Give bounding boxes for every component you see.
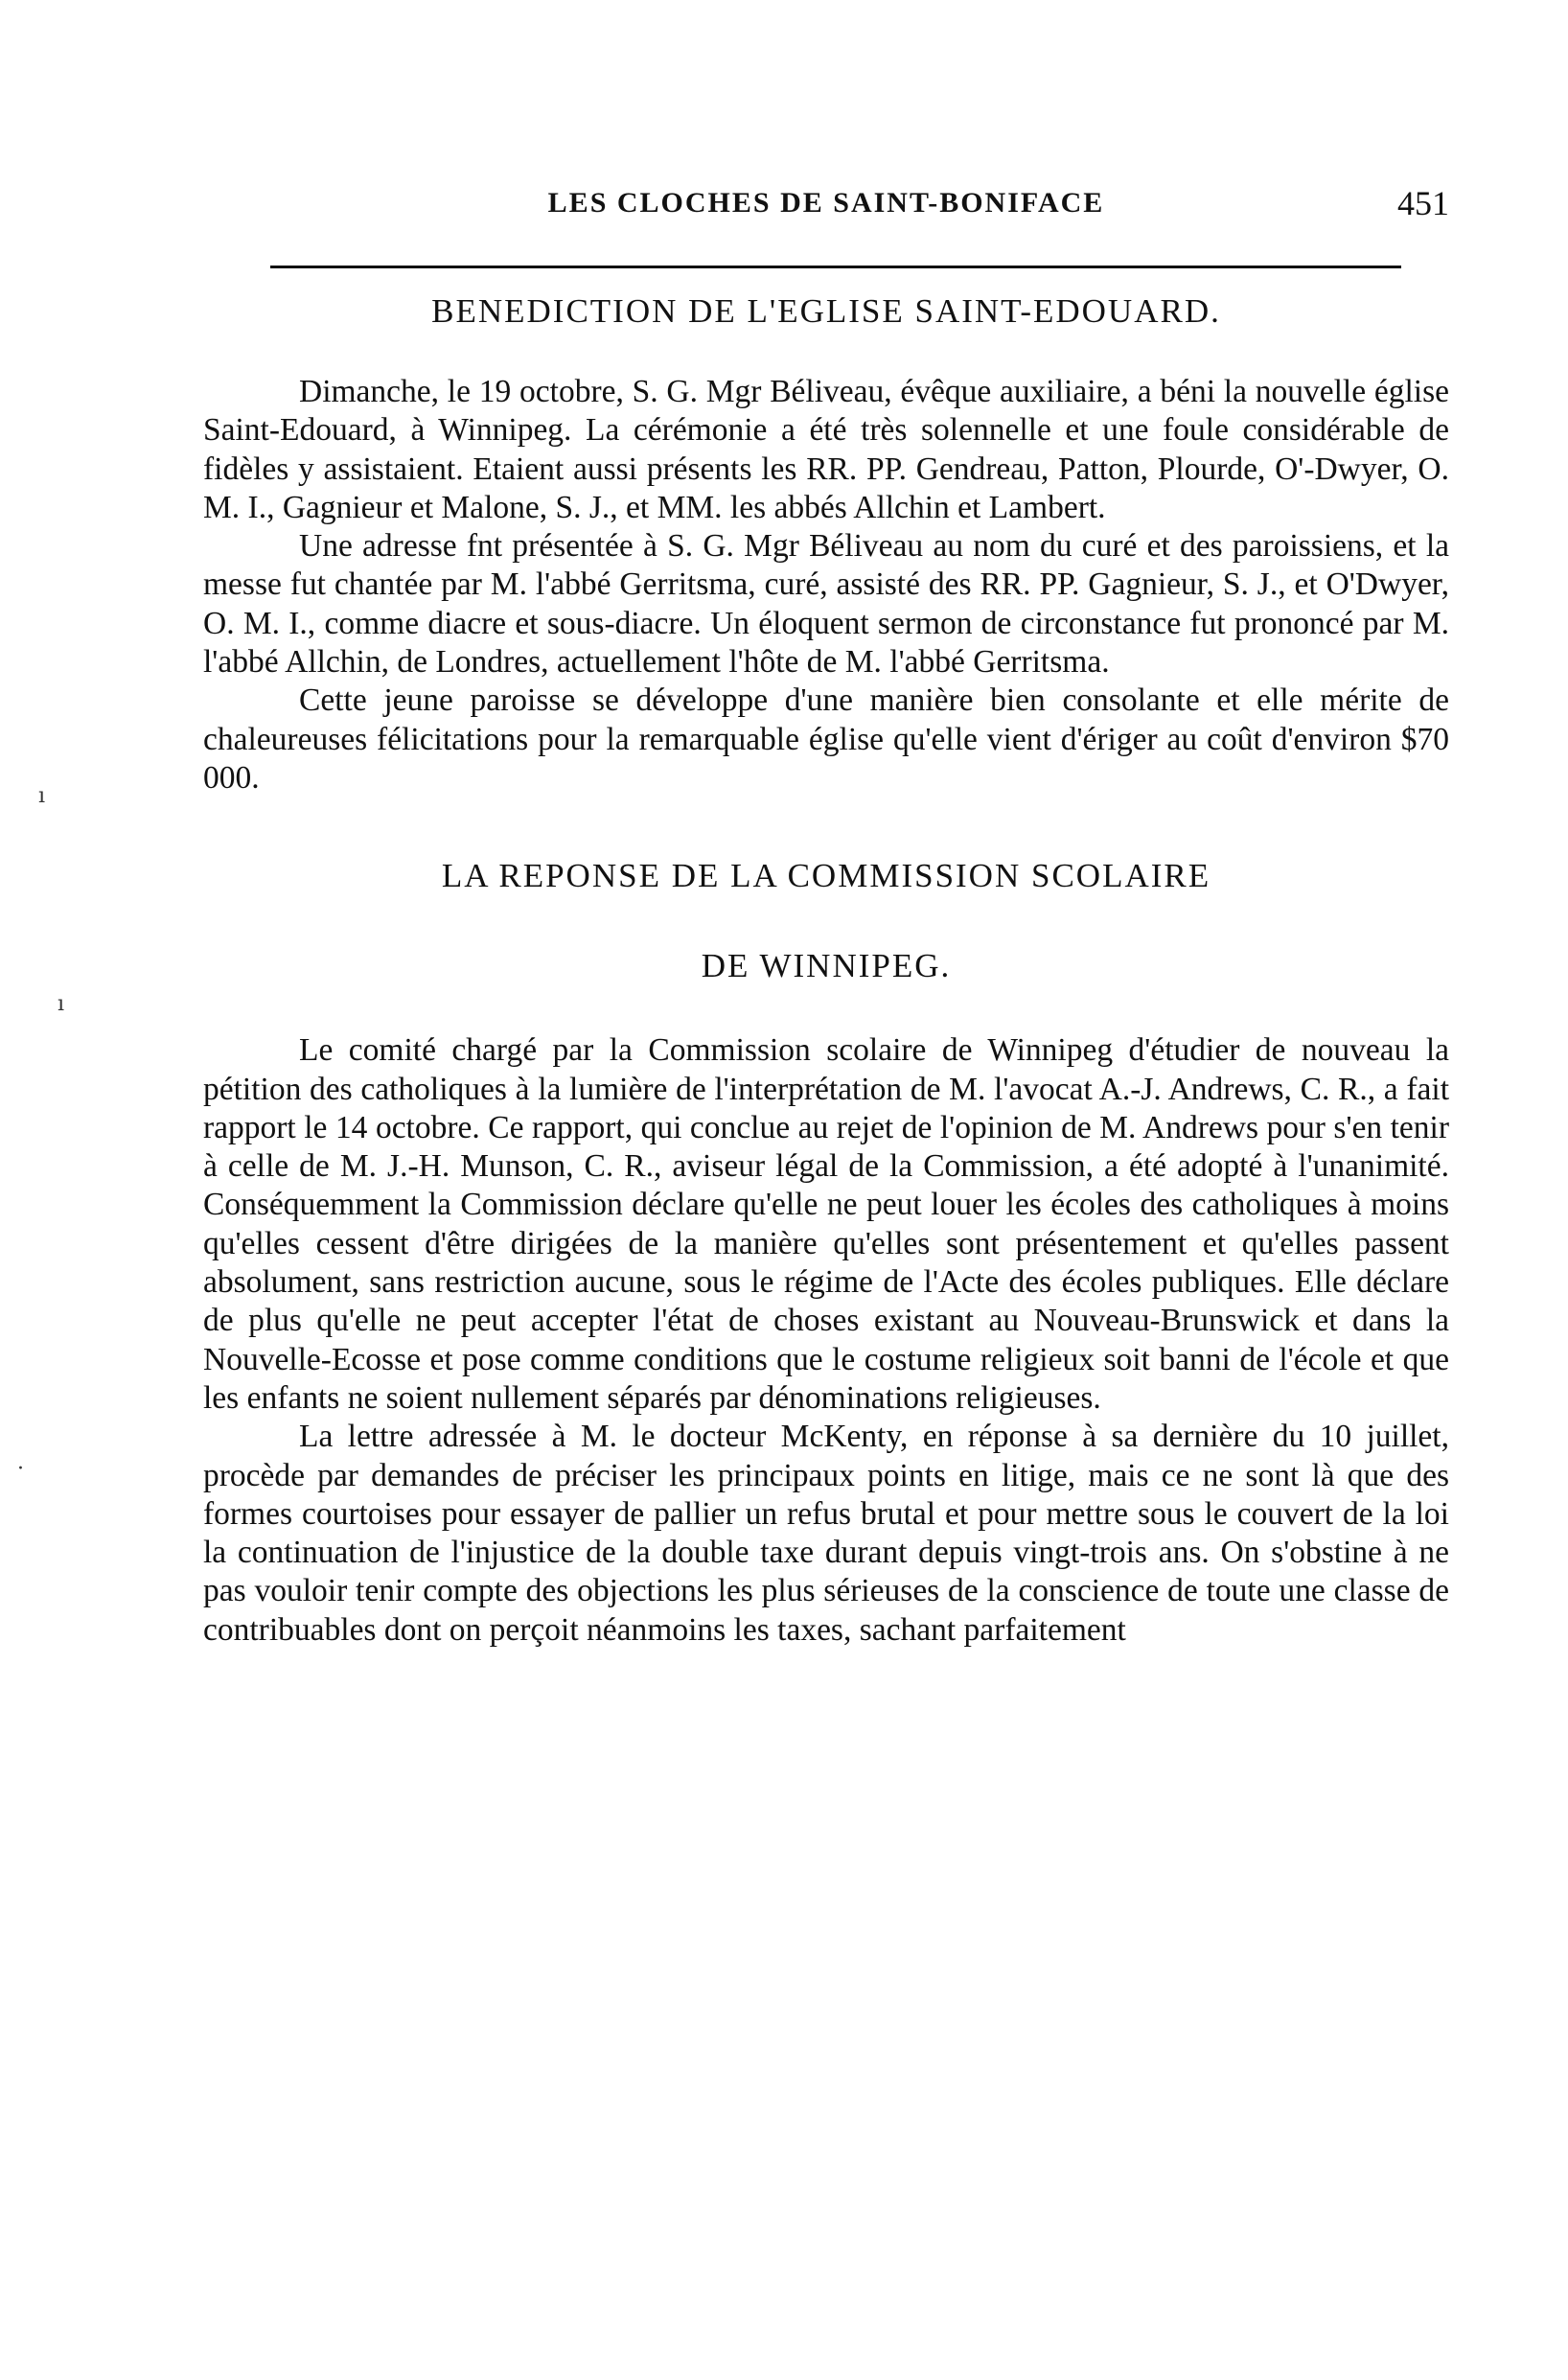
section-body-benediction xyxy=(203,373,1449,797)
running-title: LES CLOCHES DE SAINT-BONIFACE xyxy=(547,187,1105,219)
paragraph: La lettre adressée à M. le docteur McKenty, en réponse à sa dernière du 10 juillet, procède par demandes de préciser les principaux points en litige, mais ce ne sont là que des formes courtoises pour essayer de pallier un refus brutal et pour mettre sous le couvert de la loi la continuation de l'injustice de la double taxe durant depuis vingt-trois ans. On s'obstine à ne pas vouloir tenir compte des objections les plus sérieuses de la conscience de toute une classe de contribuables dont on perçoit néanmoins les taxes, sachant parfaitement xyxy=(203,1419,1449,1648)
section-heading-commission: LA REPONSE DE LA COMMISSION SCOLAIRE xyxy=(441,857,1211,895)
paragraph: Dimanche, le 19 octobre, S. G. Mgr Béliveau, évêque auxiliaire, a béni la nouvelle église Saint-Edouard, à Winnipeg. La cérémonie a été très solennelle et une foule considérable de fidèles y assistaient. Etaient aussi présents les RR. PP. Gendreau, Patton, Plourde, O'-Dwyer, O. M. I., Gagnieur et Malone, S. J., et MM. les abbés Allchin et Lambert. xyxy=(203,374,1449,525)
section-heading-benediction: BENEDICTION DE L'EGLISE SAINT-EDOUARD. xyxy=(431,292,1221,330)
paragraph: Une adresse fnt présentée à S. G. Mgr Béliveau au nom du curé et des paroissiens, et la messe fut chantée par M. l'abbé Gerritsma, curé, assisté des RR. PP. Gagnieur, S. J., et O'Dwyer, O. M. I., comme diacre et sous-diacre. Un éloquent sermon de circonstance fut prononcé par M. l'abbé Allchin, de Londres, actuellement l'hôte de M. l'abbé Gerritsma. xyxy=(203,528,1449,681)
paragraph: Cette jeune paroisse se développe d'une manière bien consolante et elle mérite de chaleureuses félicitations pour la remarquable église qu'elle vient d'ériger au coût d'environ $70 000. xyxy=(203,682,1449,796)
header-rule xyxy=(270,266,1401,268)
section-body-commission xyxy=(203,1031,1449,1650)
margin-mark: ı xyxy=(58,992,65,1016)
section-heading-commission-cont: DE WINNIPEG. xyxy=(701,947,952,985)
page-number: 451 xyxy=(1397,184,1449,222)
running-header xyxy=(203,184,1449,233)
margin-mark: ı xyxy=(38,784,46,808)
paragraph: Le comité chargé par la Commission scolaire de Winnipeg d'étudier de nouveau la pétition des catholiques à la lumière de l'interprétation de M. l'avocat A.-J. Andrews, C. R., a fait rapport le 14 octobre. Ce rapport, qui conclue au rejet de l'opinion de M. Andrews pour s'en tenir à celle de M. J.-H. Munson, C. R., aviseur légal de la Commission, a été adopté à l'unanimité. Conséquemment la Commission déclare qu'elle ne peut louer les écoles des catholiques à moins qu'elles cessent d'être dirigées de la manière qu'elles sont présentement et qu'elles passent absolument, sans restriction aucune, sous le régime de l'Acte des écoles publiques. Elle déclare de plus qu'elle ne peut accepter l'état de choses existant au Nouveau-Brunswick et dans la Nouvelle-Ecosse et pose comme conditions que le costume religieux soit banni de l'école et que les enfants ne soient nullement séparés par dénominations religieuses. xyxy=(203,1032,1449,1416)
margin-mark: · xyxy=(17,1457,24,1481)
book-page xyxy=(203,184,1449,1650)
